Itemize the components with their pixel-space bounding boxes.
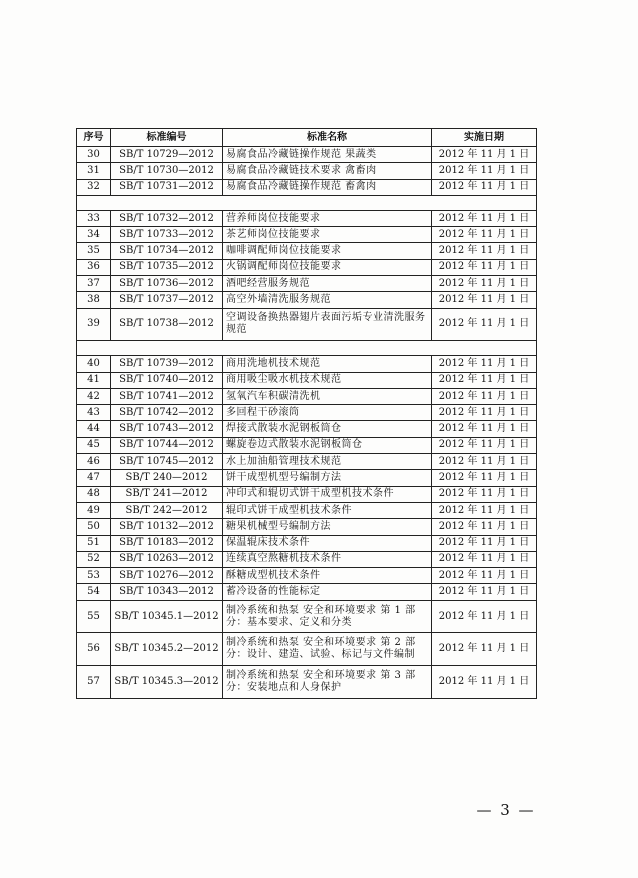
cell-standard-name: 糖果机械型号编制方法 xyxy=(223,519,432,535)
cell-standard-code: SB/T 10735—2012 xyxy=(111,259,223,275)
group-separator-row xyxy=(77,195,537,210)
table-row xyxy=(77,356,537,372)
header-serial-number: 序号 xyxy=(77,129,111,147)
cell-standard-code: SB/T 10743—2012 xyxy=(111,421,223,437)
cell-effective-date: 2012 年 11 月 1 日 xyxy=(432,210,537,226)
cell-effective-date: 2012 年 11 月 1 日 xyxy=(432,227,537,243)
cell-standard-name: 高空外墙清洗服务规范 xyxy=(223,292,432,308)
page-number: — 3 — xyxy=(476,801,536,819)
table-header-row xyxy=(77,129,537,147)
cell-effective-date: 2012 年 11 月 1 日 xyxy=(432,535,537,551)
table-row xyxy=(77,519,537,535)
cell-effective-date: 2012 年 11 月 1 日 xyxy=(432,421,537,437)
cell-standard-name: 营养师岗位技能要求 xyxy=(223,210,432,226)
cell-standard-code: SB/T 10345.2—2012 xyxy=(111,633,223,666)
cell-effective-date: 2012 年 11 月 1 日 xyxy=(432,372,537,388)
table-row xyxy=(77,486,537,502)
table-row xyxy=(77,147,537,163)
cell-standard-name: 制冷系统和热泵 安全和环境要求 第 3 部分：安装地点和人身保护 xyxy=(223,665,432,698)
cell-standard-name: 商用洗地机技术规范 xyxy=(223,356,432,372)
cell-standard-name: 商用吸尘吸水机技术规范 xyxy=(223,372,432,388)
table-row xyxy=(77,502,537,518)
cell-serial-number: 34 xyxy=(77,227,111,243)
cell-standard-name: 空调设备换热器翅片表面污垢专业清洗服务规范 xyxy=(223,308,432,341)
cell-effective-date: 2012 年 11 月 1 日 xyxy=(432,470,537,486)
header-effective-date: 实施日期 xyxy=(432,129,537,147)
cell-standard-name: 咖啡调配师岗位技能要求 xyxy=(223,243,432,259)
table-row xyxy=(77,276,537,292)
table-row xyxy=(77,600,537,633)
table-row xyxy=(77,584,537,600)
cell-effective-date: 2012 年 11 月 1 日 xyxy=(432,600,537,633)
cell-standard-code: SB/T 242—2012 xyxy=(111,502,223,518)
cell-standard-code: SB/T 10733—2012 xyxy=(111,227,223,243)
cell-effective-date: 2012 年 11 月 1 日 xyxy=(432,665,537,698)
cell-effective-date: 2012 年 11 月 1 日 xyxy=(432,568,537,584)
group-separator-cell xyxy=(77,195,537,210)
table-row xyxy=(77,372,537,388)
cell-standard-name: 茶艺师岗位技能要求 xyxy=(223,227,432,243)
cell-serial-number: 42 xyxy=(77,388,111,404)
cell-standard-name: 辊印式饼干成型机技术条件 xyxy=(223,502,432,518)
table-row xyxy=(77,437,537,453)
table-body xyxy=(77,147,537,699)
cell-serial-number: 45 xyxy=(77,437,111,453)
cell-effective-date: 2012 年 11 月 1 日 xyxy=(432,551,537,567)
cell-serial-number: 35 xyxy=(77,243,111,259)
cell-serial-number: 46 xyxy=(77,454,111,470)
cell-serial-number: 54 xyxy=(77,584,111,600)
cell-standard-code: SB/T 10738—2012 xyxy=(111,308,223,341)
cell-standard-name: 水上加油船管理技术规范 xyxy=(223,454,432,470)
table-row xyxy=(77,163,537,179)
cell-serial-number: 39 xyxy=(77,308,111,341)
table-row xyxy=(77,179,537,195)
cell-standard-code: SB/T 10732—2012 xyxy=(111,210,223,226)
table-row xyxy=(77,210,537,226)
cell-serial-number: 57 xyxy=(77,665,111,698)
table-row xyxy=(77,535,537,551)
cell-serial-number: 33 xyxy=(77,210,111,226)
cell-standard-name: 多回程干砂滚筒 xyxy=(223,405,432,421)
table-row xyxy=(77,243,537,259)
cell-effective-date: 2012 年 11 月 1 日 xyxy=(432,502,537,518)
table-row xyxy=(77,665,537,698)
cell-standard-code: SB/T 10745—2012 xyxy=(111,454,223,470)
header-standard-name: 标准名称 xyxy=(223,129,432,147)
cell-serial-number: 40 xyxy=(77,356,111,372)
table-row xyxy=(77,633,537,666)
cell-serial-number: 53 xyxy=(77,568,111,584)
cell-standard-code: SB/T 10741—2012 xyxy=(111,388,223,404)
cell-standard-code: SB/T 241—2012 xyxy=(111,486,223,502)
cell-effective-date: 2012 年 11 月 1 日 xyxy=(432,356,537,372)
cell-effective-date: 2012 年 11 月 1 日 xyxy=(432,243,537,259)
cell-standard-name: 酒吧经营服务规范 xyxy=(223,276,432,292)
cell-serial-number: 37 xyxy=(77,276,111,292)
cell-effective-date: 2012 年 11 月 1 日 xyxy=(432,163,537,179)
table-row xyxy=(77,259,537,275)
cell-standard-name: 制冷系统和热泵 安全和环境要求 第 2 部分：设计、建造、试验、标记与文件编制 xyxy=(223,633,432,666)
cell-serial-number: 31 xyxy=(77,163,111,179)
cell-standard-code: SB/T 10276—2012 xyxy=(111,568,223,584)
table-row xyxy=(77,470,537,486)
cell-standard-code: SB/T 10734—2012 xyxy=(111,243,223,259)
cell-standard-code: SB/T 10729—2012 xyxy=(111,147,223,163)
cell-effective-date: 2012 年 11 月 1 日 xyxy=(432,519,537,535)
cell-effective-date: 2012 年 11 月 1 日 xyxy=(432,292,537,308)
table-row xyxy=(77,454,537,470)
cell-standard-code: SB/T 10730—2012 xyxy=(111,163,223,179)
cell-effective-date: 2012 年 11 月 1 日 xyxy=(432,388,537,404)
cell-standard-code: SB/T 10742—2012 xyxy=(111,405,223,421)
cell-serial-number: 47 xyxy=(77,470,111,486)
cell-standard-code: SB/T 10736—2012 xyxy=(111,276,223,292)
cell-standard-code: SB/T 10739—2012 xyxy=(111,356,223,372)
cell-standard-name: 保温辊床技术条件 xyxy=(223,535,432,551)
group-separator-row xyxy=(77,341,537,356)
cell-effective-date: 2012 年 11 月 1 日 xyxy=(432,147,537,163)
cell-standard-name: 火锅调配师岗位技能要求 xyxy=(223,259,432,275)
cell-standard-name: 焊接式散装水泥钢板筒仓 xyxy=(223,421,432,437)
cell-standard-name: 酥糖成型机技术条件 xyxy=(223,568,432,584)
cell-serial-number: 41 xyxy=(77,372,111,388)
cell-standard-name: 制冷系统和热泵 安全和环境要求 第 1 部分：基本要求、定义和分类 xyxy=(223,600,432,633)
table-row xyxy=(77,405,537,421)
cell-serial-number: 44 xyxy=(77,421,111,437)
cell-effective-date: 2012 年 11 月 1 日 xyxy=(432,584,537,600)
cell-effective-date: 2012 年 11 月 1 日 xyxy=(432,405,537,421)
cell-serial-number: 55 xyxy=(77,600,111,633)
cell-standard-code: SB/T 10744—2012 xyxy=(111,437,223,453)
cell-standard-name: 蓄冷设备的性能标定 xyxy=(223,584,432,600)
cell-standard-code: SB/T 10132—2012 xyxy=(111,519,223,535)
cell-serial-number: 30 xyxy=(77,147,111,163)
table-row xyxy=(77,388,537,404)
cell-standard-code: SB/T 10731—2012 xyxy=(111,179,223,195)
cell-standard-name: 冲印式和辊切式饼干成型机技术条件 xyxy=(223,486,432,502)
standards-table xyxy=(76,128,537,699)
cell-serial-number: 48 xyxy=(77,486,111,502)
cell-effective-date: 2012 年 11 月 1 日 xyxy=(432,276,537,292)
cell-serial-number: 36 xyxy=(77,259,111,275)
cell-standard-name: 饼干成型机型号编制方法 xyxy=(223,470,432,486)
cell-effective-date: 2012 年 11 月 1 日 xyxy=(432,259,537,275)
table-row xyxy=(77,421,537,437)
cell-effective-date: 2012 年 11 月 1 日 xyxy=(432,437,537,453)
cell-standard-code: SB/T 10345.3—2012 xyxy=(111,665,223,698)
table-row xyxy=(77,308,537,341)
header-standard-code: 标准编号 xyxy=(111,129,223,147)
cell-standard-code: SB/T 10345.1—2012 xyxy=(111,600,223,633)
cell-standard-code: SB/T 10343—2012 xyxy=(111,584,223,600)
cell-standard-name: 易腐食品冷藏链操作规范 畜禽肉 xyxy=(223,179,432,195)
cell-serial-number: 56 xyxy=(77,633,111,666)
cell-standard-code: SB/T 10263—2012 xyxy=(111,551,223,567)
cell-standard-code: SB/T 240—2012 xyxy=(111,470,223,486)
cell-standard-code: SB/T 10737—2012 xyxy=(111,292,223,308)
cell-effective-date: 2012 年 11 月 1 日 xyxy=(432,633,537,666)
cell-serial-number: 52 xyxy=(77,551,111,567)
cell-effective-date: 2012 年 11 月 1 日 xyxy=(432,179,537,195)
cell-effective-date: 2012 年 11 月 1 日 xyxy=(432,454,537,470)
table-row xyxy=(77,551,537,567)
table-row xyxy=(77,292,537,308)
table-row xyxy=(77,568,537,584)
cell-standard-code: SB/T 10183—2012 xyxy=(111,535,223,551)
cell-standard-code: SB/T 10740—2012 xyxy=(111,372,223,388)
cell-effective-date: 2012 年 11 月 1 日 xyxy=(432,308,537,341)
cell-standard-name: 易腐食品冷藏链技术要求 禽畜肉 xyxy=(223,163,432,179)
cell-serial-number: 32 xyxy=(77,179,111,195)
cell-standard-name: 螺旋卷边式散装水泥钢板筒仓 xyxy=(223,437,432,453)
cell-effective-date: 2012 年 11 月 1 日 xyxy=(432,486,537,502)
cell-standard-name: 连续真空熬糖机技术条件 xyxy=(223,551,432,567)
cell-serial-number: 38 xyxy=(77,292,111,308)
group-separator-cell xyxy=(77,341,537,356)
cell-serial-number: 43 xyxy=(77,405,111,421)
cell-serial-number: 50 xyxy=(77,519,111,535)
cell-standard-name: 氢氧汽车积碳清洗机 xyxy=(223,388,432,404)
table-row xyxy=(77,227,537,243)
cell-standard-name: 易腐食品冷藏链操作规范 果蔬类 xyxy=(223,147,432,163)
cell-serial-number: 49 xyxy=(77,502,111,518)
cell-serial-number: 51 xyxy=(77,535,111,551)
